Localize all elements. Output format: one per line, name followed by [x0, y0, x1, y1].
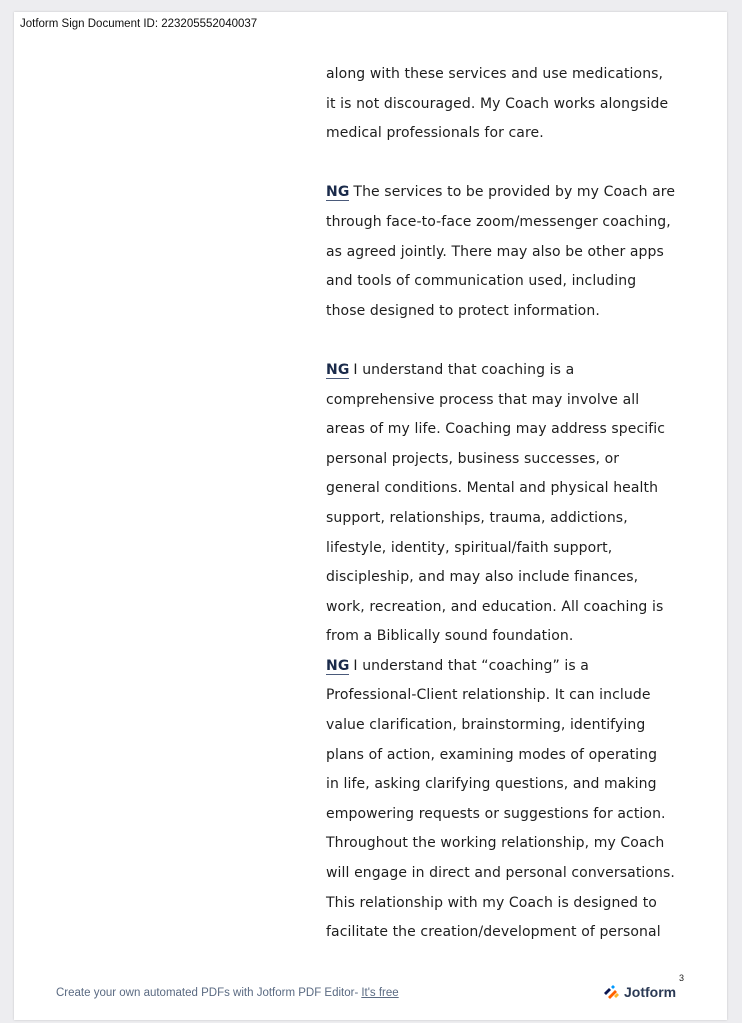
text-line: NG The services to be provided by my Coach are: [326, 184, 676, 201]
paragraph-comprehensive-process: [326, 356, 696, 652]
text-line: NG I understand that coaching is a: [326, 361, 575, 378]
text-line: support, relationships, trauma, addictions,: [326, 509, 628, 526]
text-line: comprehensive process that may involve all: [326, 391, 640, 408]
text-line: in life, asking clarifying questions, and making: [326, 776, 657, 793]
text-line: This relationship with my Coach is designed to: [326, 894, 657, 911]
text-line: from a Biblically sound foundation.: [326, 628, 574, 645]
footer-promo-text: Create your own automated PDFs with Jotform PDF Editor-: [56, 987, 359, 999]
document-page: [14, 12, 727, 1020]
paragraph-services: [326, 178, 696, 326]
text-line: plans of action, examining modes of operating: [326, 746, 658, 763]
paragraph-continuation: [326, 60, 696, 149]
text-line: value clarification, brainstorming, identifying: [326, 717, 646, 734]
text-line: Professional-Client relationship. It can include: [326, 687, 651, 704]
jotform-brand[interactable]: [602, 984, 676, 1000]
its-free-link[interactable]: It's free: [361, 987, 399, 999]
initials-mark: NG: [326, 657, 350, 674]
text-line: it is not discouraged. My Coach works alongside: [326, 95, 669, 112]
page-number: 3: [679, 973, 685, 983]
text-line: and tools of communication used, including: [326, 273, 637, 290]
text-line: empowering requests or suggestions for action.: [326, 805, 666, 822]
text-line: lifestyle, identity, spiritual/faith support,: [326, 539, 613, 556]
text-line: those designed to protect information.: [326, 302, 600, 319]
initials-mark: NG: [326, 361, 350, 378]
text-line: along with these services and use medications,: [326, 66, 664, 82]
text-line: discipleship, and may also include finances,: [326, 569, 639, 586]
text-line: general conditions. Mental and physical health: [326, 480, 659, 497]
text-line: NG I understand that “coaching” is a: [326, 657, 589, 674]
document-id: Jotform Sign Document ID: 223205552040037: [20, 18, 258, 30]
text-line: as agreed jointly. There may also be other apps: [326, 243, 664, 260]
document-body: [326, 60, 696, 948]
text-line: facilitate the creation/development of personal: [326, 924, 661, 941]
text-line: work, recreation, and education. All coaching is: [326, 598, 664, 615]
brand-name: Jotform: [624, 984, 677, 1000]
text-line: medical professionals for care.: [326, 125, 544, 142]
text-line: personal projects, business successes, or: [326, 450, 620, 467]
text-line: through face-to-face zoom/messenger coaching,: [326, 213, 671, 230]
jotform-logo-icon: [602, 984, 620, 1000]
text-line: will engage in direct and personal conversations.: [326, 865, 675, 882]
text-line: Throughout the working relationship, my Coach: [326, 835, 665, 852]
initials-mark: NG: [326, 184, 350, 201]
footer-promo[interactable]: [56, 987, 399, 999]
text-line: areas of my life. Coaching may address specific: [326, 421, 666, 438]
paragraph-coaching-relationship: [326, 652, 696, 948]
